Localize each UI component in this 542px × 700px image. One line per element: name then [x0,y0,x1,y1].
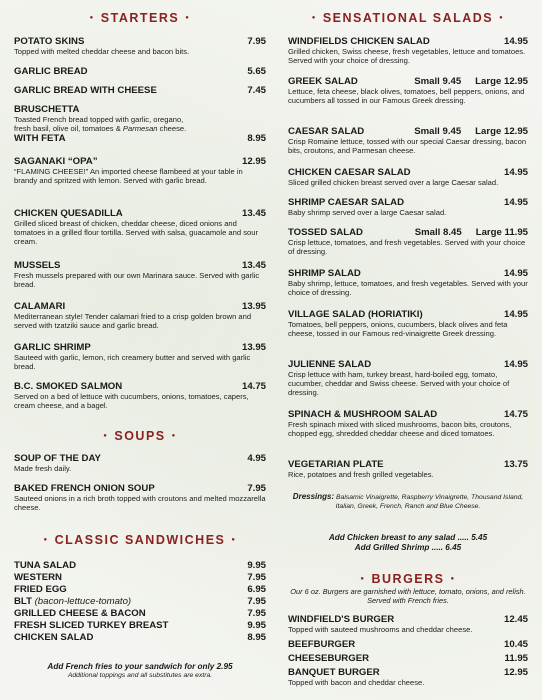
item-desc: Grilled sliced breast of chicken, cheddar cheese, diced onions and tomatoes in a grilled flour tortilla. Served with salsa, guacamole and sour cream. [14,219,258,246]
item-name: JULIENNE SALAD [288,359,372,370]
size-price: 9.45 [442,76,462,87]
sandwich-notes [14,662,266,681]
item-beefburger [288,639,528,650]
item-price: 13.45 [241,260,266,271]
item-price: 7.95 [247,483,266,494]
item-greek-salad [288,76,528,105]
section-heading: SENSATIONAL SALADS [322,11,494,25]
size-label: Small [414,227,441,238]
sandwich-row [14,584,266,595]
item-name: VILLAGE SALAD (HORIATIKI) [288,309,423,320]
item-price: 13.45 [241,208,266,219]
desc-part: Toasted French bread topped with garlic, oregano, [14,115,184,124]
size-label: Small [414,76,440,87]
burgers-title [288,572,528,586]
item-name: SHRIMP SALAD [288,268,361,279]
item-name: WESTERN [14,572,62,583]
item-name: GRILLED CHEESE & BACON [14,608,146,619]
item-name: CALAMARI [14,301,66,312]
item-desc: Crisp lettuce with ham, turkey breast, hard-boiled egg, tomato, cucumber, cheddar and Swiss cheese. Served with your choice of dressing. [288,370,510,397]
item-garlic-bread [14,66,266,77]
sandwich-row [14,608,266,619]
item-name: SHRIMP CAESAR SALAD [288,197,405,208]
item-price: 14.95 [503,197,528,208]
size-label: Large [475,227,502,238]
section-heading: STARTERS [100,11,180,25]
item-name [14,596,238,607]
item-spinach-mushroom-salad [288,409,528,438]
item-name: BAKED FRENCH ONION SOUP [14,483,155,494]
item-caesar-salad [288,126,528,155]
size-label: Large [475,76,502,87]
item-vegetarian-plate [288,459,528,479]
item-name: GARLIC BREAD [14,66,88,77]
item-shrimp-salad [288,268,528,297]
item-desc: Topped with sauteed mushrooms and cheddar cheese. [288,625,473,634]
item-name-note: (bacon-lettuce-tomato) [34,596,132,607]
item-name: GREEK SALAD [288,76,358,87]
item-village-salad [288,309,528,338]
item-price: 7.95 [247,36,266,47]
bullet-left-icon: ● [89,15,95,21]
item-desc: Made fresh daily. [14,464,72,473]
item-garlic-bread-cheese [14,85,266,96]
item-price: 4.95 [247,453,266,464]
dressings-note [288,493,528,511]
item-desc: Topped with melted cheddar cheese and bacon bits. [14,47,190,56]
toppings-note: Additional toppings and all substitutes are extra. [67,672,213,679]
burgers-intro [288,587,528,605]
item-price: 8.95 [247,632,266,643]
dressings-text [288,493,528,511]
item-price: 14.95 [503,167,528,178]
sandwich-row [14,632,266,643]
size-price: 8.45 [443,227,462,238]
salads-title [288,11,528,25]
item-desc: Crisp lettuce, tomatoes, and fresh vegetables. Served with your choice of dressing. [288,238,526,256]
item-name: POTATO SKINS [14,36,85,47]
salad-addons [288,533,528,553]
item-name: BEEFBURGER [288,639,356,650]
item-windfields-chicken-salad [288,36,528,65]
item-name: BRUSCHETTA [14,104,80,115]
desc-part: cheese. [157,124,187,133]
item-name: SPINACH & MUSHROOM SALAD [288,409,438,420]
sandwich-row [14,620,266,631]
item-price: 9.95 [247,560,266,571]
dressings-list: Balsamic Vinaigrette, Raspberry Vinaigrette, Thousand Island, Italian, Greek, French, Ranch and Blue Cheese. [335,494,524,510]
bullet-right-icon: ● [450,576,456,582]
item-price: 7.95 [247,596,266,607]
sandwich-row [14,560,266,571]
item-desc: Fresh spinach mixed with sliced mushrooms, bacon bits, croutons, chopped egg, shredded cheddar cheese and diced tomatoes. [288,420,512,438]
bullet-right-icon: ● [185,15,191,21]
starters-title [14,11,266,25]
item-name: SOUP OF THE DAY [14,453,101,464]
item-name: CHICKEN QUESADILLA [14,208,123,219]
addon-chicken: Add Chicken breast to any salad ..... 5.45 [328,533,488,542]
item-name: B.C. SMOKED SALMON [14,381,123,392]
item-price: 5.65 [247,66,266,77]
item-desc: “FLAMING CHEESE!” An imported cheese flambeed at your table in brandy and spritzed with lemon. Served with garlic bread. [14,167,243,185]
bullet-right-icon: ● [499,15,505,21]
addon-shrimp: Add Grilled Shrimp ..... 6.45 [354,543,462,552]
item-bruschetta [14,104,266,144]
item-windfields-burger [288,614,528,634]
item-desc: Crisp Romaine lettuce, tossed with our special Caesar dressing, bacon bits, croutons, and Parmesan cheese. [288,137,527,155]
bullet-left-icon: ● [43,537,49,543]
item-name: TOSSED SALAD [288,227,363,238]
size-price: 12.95 [503,76,528,87]
item-mussels [14,260,266,289]
item-chicken-caesar-salad [288,167,528,187]
item-soup-of-the-day [14,453,266,473]
item-name: WINDFIELD'S BURGER [288,614,395,625]
bullet-right-icon: ● [171,433,177,439]
soups-title [14,429,266,443]
fries-note: Add French fries to your sandwich for only 2.95 [47,662,233,671]
large-size [475,76,528,87]
item-price: 12.45 [503,614,528,625]
size-price: 9.45 [442,126,462,137]
item-desc: Sauteed onions in a rich broth topped with croutons and melted mozzarella cheese. [14,494,266,512]
item-price: 14.95 [503,359,528,370]
item-price: 10.45 [503,639,528,650]
item-desc: Lettuce, feta cheese, black olives, tomatoes, bell peppers, onions, and cucumbers all tossed in our Famous Greek dressing. [288,87,525,105]
item-price: 7.95 [247,608,266,619]
item-price: 8.95 [247,133,266,144]
small-size [414,126,461,137]
sandwich-row [14,596,266,607]
item-name: VEGETARIAN PLATE [288,459,384,470]
item-price: 14.95 [503,268,528,279]
item-desc: Tomatoes, bell peppers, onions, cucumbers, black olives and feta cheese, tossed in our Famous red-vinaigrette Greek dressing. [288,320,508,338]
item-name: GARLIC BREAD WITH CHEESE [14,85,157,96]
item-potato-skins [14,36,266,56]
item-name: WITH FETA [14,133,66,144]
section-heading: BURGERS [371,572,445,586]
item-price: 14.95 [503,36,528,47]
item-name: CHICKEN CAESAR SALAD [288,167,411,178]
dressings-label: Dressings: [292,492,335,501]
item-price: 12.95 [241,156,266,167]
item-desc: Baby shrimp, lettuce, tomatoes, and fresh vegetables. Served with your choice of dressing. [288,279,528,297]
small-size [415,227,462,238]
section-heading: SOUPS [114,429,166,443]
item-name: FRESH SLICED TURKEY BREAST [14,620,169,631]
item-name: WINDFIELDS CHICKEN SALAD [288,36,430,47]
item-desc: Grilled chicken, Swiss cheese, fresh vegetables, lettuce and tomatoes. Served with your choice of dressing. [288,47,526,65]
item-cheeseburger [288,653,528,664]
large-size [475,126,528,137]
item-desc: Mediterranean style! Tender calamari fried to a crisp golden brown and served with tzatziki sauce and garlic bread. [14,312,252,330]
item-desc: Fresh mussels prepared with our own Marinara sauce. Served with garlic bread. [14,271,260,289]
item-saganaki [14,156,266,185]
item-price: 14.95 [503,309,528,320]
item-desc: Served on a bed of lettuce with cucumbers, onions, tomatoes, capers, cream cheese, and a bagel. [14,392,249,410]
item-price: 14.75 [241,381,266,392]
item-name: CHEESEBURGER [288,653,370,664]
item-bc-smoked-salmon [14,381,266,410]
section-heading: CLASSIC SANDWICHES [54,533,226,547]
item-name: FRIED EGG [14,584,67,595]
sandwiches-title [14,533,266,547]
item-name: CAESAR SALAD [288,126,365,137]
item-name: GARLIC SHRIMP [14,342,91,353]
burgers-intro-text: Our 6 oz. Burgers are garnished with lettuce, tomato, onions, and relish. Served with French fries. [290,587,526,605]
item-desc: Baby shrimp served over a large Caesar salad. [288,208,447,217]
item-price: 6.95 [247,584,266,595]
item-chicken-quesadilla [14,208,266,246]
small-size [414,76,461,87]
item-calamari [14,301,266,330]
item-price: 13.95 [241,342,266,353]
item-french-onion-soup [14,483,266,512]
item-desc: Sauteed with garlic, lemon, rich creamery butter and served with garlic bread. [14,353,251,371]
bullet-left-icon: ● [360,576,366,582]
item-name: BANQUET BURGER [288,667,380,678]
item-price: 13.95 [241,301,266,312]
item-banquet-burger [288,667,528,687]
size-label: Large [475,126,502,137]
item-price: 14.75 [503,409,528,420]
item-price: 7.45 [247,85,266,96]
item-name: MUSSELS [14,260,61,271]
desc-italic: Parmesan [122,124,158,133]
item-garlic-shrimp [14,342,266,371]
item-name: TUNA SALAD [14,560,76,571]
item-name: SAGANAKI “OPA” [14,156,98,167]
size-price: 11.95 [504,227,528,238]
item-name: CHICKEN SALAD [14,632,94,643]
item-desc [14,115,266,133]
item-price: 9.95 [247,620,266,631]
bullet-right-icon: ● [231,537,237,543]
item-price: 11.95 [504,653,528,664]
item-desc: Sliced grilled chicken breast served over a large Caesar salad. [288,178,499,187]
size-price: 12.95 [503,126,528,137]
sandwich-row [14,572,266,583]
size-label: Small [414,126,440,137]
bullet-left-icon: ● [103,433,109,439]
item-price: 12.95 [503,667,528,678]
bullet-left-icon: ● [311,15,317,21]
item-price: 7.95 [247,572,266,583]
item-tossed-salad [288,227,528,256]
item-desc: Topped with bacon and cheddar cheese. [288,678,425,687]
sandwich-list [14,560,266,643]
item-julienne-salad [288,359,528,397]
item-price: 13.75 [503,459,528,470]
item-desc: Rice, potatoes and fresh grilled vegetables. [288,470,434,479]
item-shrimp-caesar-salad [288,197,528,217]
desc-part: fresh basil, olive oil, tomatoes & [14,124,123,133]
item-name-main: BLT [14,596,32,607]
large-size [476,227,528,238]
